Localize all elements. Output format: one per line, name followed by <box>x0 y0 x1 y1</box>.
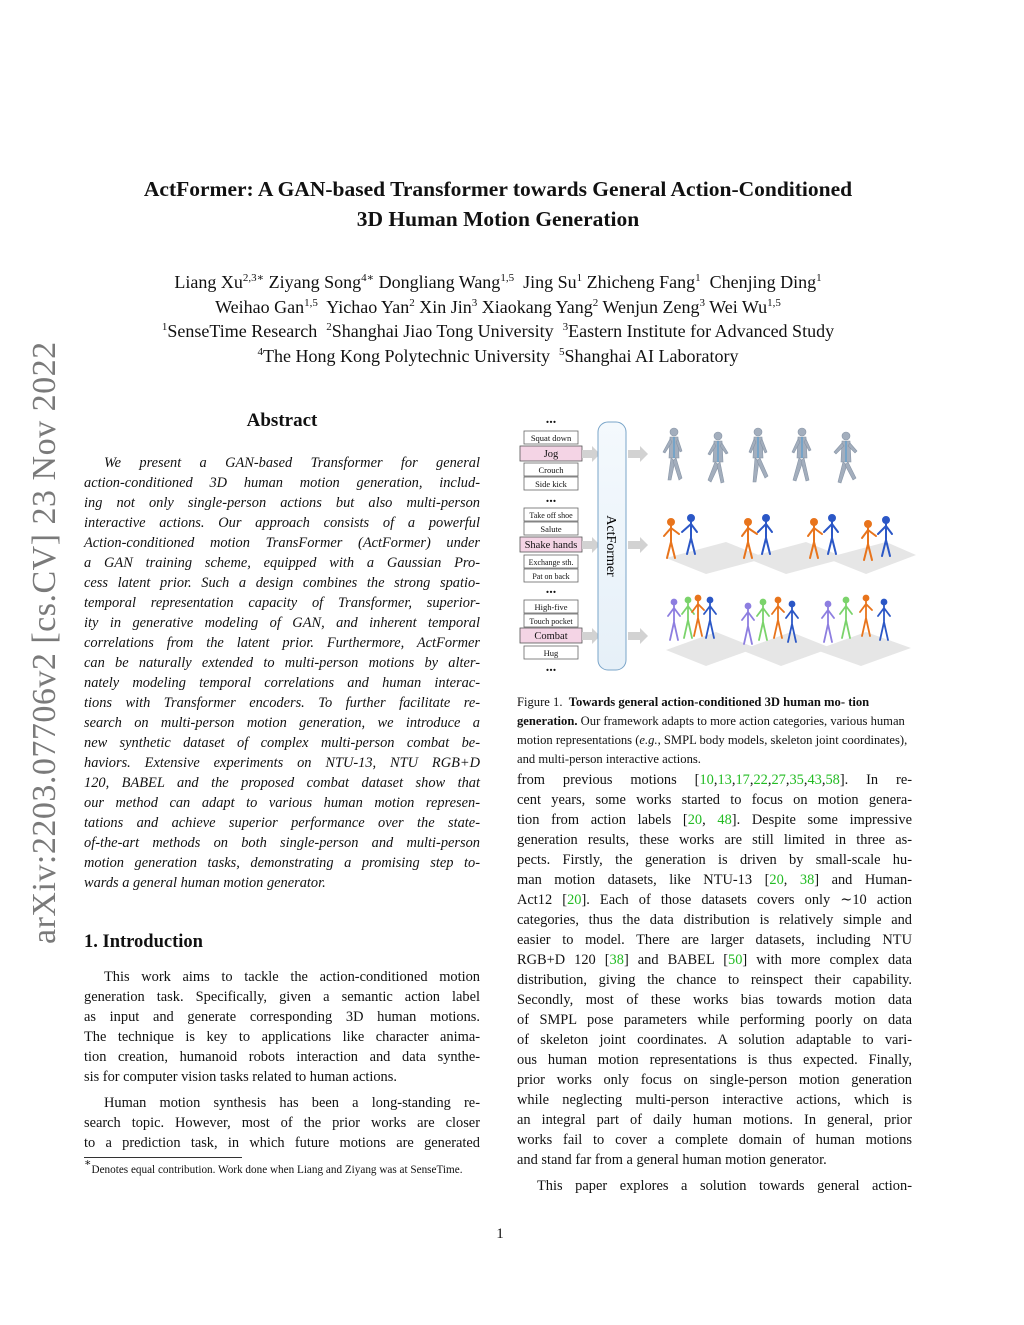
human-figure <box>663 428 682 480</box>
body-line: tion from action labels [20, 48]. Despite some impressive <box>517 812 912 828</box>
action-label: Hug <box>543 648 559 658</box>
combat-motion-sequence <box>666 596 911 667</box>
author-sup: 2 <box>409 296 415 309</box>
body-line: of skeleton joint coordinates. A solution adaptable to vari- <box>517 1032 912 1048</box>
text-run: ] and BABEL [ <box>623 952 729 968</box>
action-label: Jog <box>543 449 559 460</box>
author-sup: 4∗ <box>361 272 375 284</box>
affiliation-sup: 2 <box>326 321 332 333</box>
body-line: Secondly, most of these works bias towards motion data <box>517 992 912 1008</box>
citation-group: 10,13,17,22,27,35,43,58 <box>699 772 840 788</box>
text-run: Act12 [ <box>517 892 568 908</box>
abstract-line: We present a GAN-based Transformer for general <box>104 455 480 471</box>
text-run: from previous motions [ <box>517 772 700 788</box>
abstract-line: of-the-art methods on both single-person and multi-person <box>84 835 480 851</box>
text-run: ]. Each of those datasets covers only ∼10 action <box>581 892 912 908</box>
floor-tile <box>666 632 756 666</box>
author-line-2 <box>60 295 936 320</box>
skeleton-blue <box>878 600 890 641</box>
abstract-line: motion generation tasks, demonstrating a promising step to- <box>84 855 480 871</box>
caption-prefix: Figure 1. <box>517 695 563 709</box>
skeleton-orange <box>692 596 704 637</box>
body-line: while neglecting multi-person interactive actions, which is <box>517 1092 912 1108</box>
body-line: prior works only focus on single-person motion generation <box>517 1072 912 1088</box>
affiliation-line-2 <box>60 344 936 369</box>
title-line-2: 3D Human Motion Generation <box>356 207 640 231</box>
citation-link[interactable]: 20 <box>567 892 582 908</box>
skeleton-blue <box>704 598 716 639</box>
body-line: works fail to cover a complete domain of human motions <box>517 1132 912 1148</box>
abstract-line: our method can adapt to various human motion represen- <box>84 795 480 811</box>
abstract-body <box>84 453 480 893</box>
citation-link[interactable]: 20 <box>687 812 703 828</box>
citation-link[interactable]: 38 <box>609 952 624 968</box>
body-line <box>517 890 912 910</box>
figure-1 <box>516 410 916 678</box>
author-sup: 1,5 <box>304 296 318 309</box>
action-label: High-five <box>534 602 568 612</box>
affiliation-sup: 3 <box>562 321 569 333</box>
text-run: RGB+D 120 [ <box>517 952 610 968</box>
abstract-line: haviors. Extensive experiments on NTU-13, NTU RGB+D <box>84 755 480 771</box>
author-sup: 2,3∗ <box>242 272 265 284</box>
actformer-label: ActFormer <box>603 515 618 577</box>
body-line: distribution, giving the chance to reinspect their capability. <box>517 972 912 988</box>
human-figure <box>749 428 768 482</box>
caption-eg: e.g. <box>639 733 658 747</box>
author-name: Jing Su <box>523 272 577 292</box>
action-label: Exchange sth. <box>528 558 574 567</box>
citation-link[interactable]: 10 <box>699 772 714 788</box>
affiliation-name: Shanghai AI Laboratory <box>564 345 739 366</box>
author-sup: 1 <box>695 272 701 284</box>
abstract-line: nately modeling temporal correlations and human interac- <box>84 675 480 691</box>
abstract-line: tations and achieve superior performance over the state- <box>84 815 480 831</box>
skeleton-orange <box>860 596 872 637</box>
author-name: Wei Wu <box>709 296 768 317</box>
floor-tile <box>741 632 831 666</box>
abstract-line: search on multi-person motion generation, we introduce a <box>84 715 480 731</box>
intro-line: The technique is key to applications like character anima- <box>84 1029 480 1045</box>
author-name: Wenjun Zeng <box>602 296 700 317</box>
section-heading-introduction: 1. Introduction <box>84 932 203 952</box>
body-line: an integral part of daily human motions. In general, prior <box>517 1112 912 1128</box>
body-line: man motion datasets, like NTU-13 [20, 38] and Human- <box>517 872 913 888</box>
abstract-line: wards a general human motion generator. <box>84 875 326 891</box>
citation-link[interactable]: 22 <box>753 772 768 788</box>
intro-line: search topic. However, most of the prior works are closer <box>84 1115 480 1131</box>
figure-caption <box>517 693 912 769</box>
jog-motion-sequence <box>663 428 857 483</box>
author-name: Xiaokang Yang <box>481 296 593 317</box>
abstract-line: ing not only single-person actions but also multi-person <box>84 495 480 511</box>
skeleton-green <box>757 600 769 641</box>
skeleton-purple <box>742 604 754 645</box>
body-line <box>517 770 912 790</box>
body-line: easier to model. There are larger datasets, including NTU <box>517 932 912 948</box>
affiliation-name: The Hong Kong Polytechnic University <box>263 345 550 366</box>
body-line: cent years, some works started to focus on motion genera- <box>517 792 912 808</box>
action-label: Squat down <box>530 433 572 443</box>
abstract-line: action-conditioned 3D human motion generation, includ- <box>84 475 480 491</box>
affiliation-sup: 1 <box>161 321 168 333</box>
text-run: ] and Human- <box>814 872 913 888</box>
author-name: Chenjing Ding <box>709 272 817 292</box>
author-name: Xin Jin <box>419 296 472 317</box>
human-figure <box>708 432 728 483</box>
author-block <box>60 270 936 368</box>
citation-link[interactable]: 13 <box>717 772 732 788</box>
author-sup: 1 <box>576 272 583 284</box>
author-name: Ziyang Song <box>268 272 362 292</box>
page-number: 1 <box>496 1226 504 1242</box>
abstract-heading: Abstract <box>246 410 318 431</box>
footnote-mark: ∗ <box>84 1157 92 1169</box>
citation-link[interactable]: 27 <box>771 772 786 788</box>
author-sup: 1,5 <box>500 272 515 284</box>
intro-line: sis for computer vision tasks related to human actions. <box>84 1069 397 1085</box>
body-line: pects. Firstly, the generation is driven by small-scale hu- <box>517 852 912 868</box>
citation-link[interactable]: 50 <box>728 952 743 968</box>
author-name: Dongliang Wang <box>378 272 501 292</box>
action-label: Touch pocket <box>529 617 573 626</box>
action-label: Take off shoe <box>529 511 573 520</box>
human-figure <box>792 428 811 481</box>
abstract-line: 120, BABEL and the proposed combat dataset show that <box>84 775 480 791</box>
human-figure <box>834 432 857 483</box>
abstract-line: Action-conditioned motion TransFormer (ActFormer) under <box>84 535 480 551</box>
affiliation-line-1 <box>60 319 936 344</box>
body-line: categories, thus the data distribution is relatively simple and <box>517 912 912 928</box>
title-line-1: ActFormer: A GAN-based Transformer towards General Action-Conditioned <box>143 177 853 201</box>
arxiv-stamp: arXiv:2203.07706v2 [cs.CV] 23 Nov 2022 <box>26 341 63 944</box>
body-line: and stand far from a general human motion generator. <box>517 1152 827 1168</box>
skeleton-purple <box>668 600 680 641</box>
abstract-line: tions with Transformer encoders. To further facilitate re- <box>84 695 480 711</box>
caption-text: Our framework adapts to more action categories, various human motion representations ( <box>517 714 905 747</box>
text-run: tion from action labels [ <box>517 812 688 828</box>
affiliation-name: Shanghai Jiao Tong University <box>331 321 554 341</box>
author-name: Zhicheng Fang <box>586 272 696 292</box>
skeleton-green <box>840 598 852 639</box>
right-column-body <box>517 770 912 1196</box>
affiliation-sup: 4 <box>257 345 264 358</box>
footnote-rule <box>84 1157 242 1158</box>
skeleton-orange <box>772 598 784 639</box>
author-sup: 3 <box>471 296 478 309</box>
abstract-line: temporal representation capacity of Transformer, superior- <box>84 595 480 611</box>
affiliation-sup: 5 <box>559 345 565 358</box>
skeleton-purple <box>822 602 834 643</box>
text-run: ]. In re- <box>839 772 912 788</box>
author-sup: 2 <box>592 296 599 309</box>
affiliation-name: Eastern Institute for Advanced Study <box>568 321 835 341</box>
action-label: Crouch <box>538 465 564 475</box>
affiliation-name: SenseTime Research <box>167 321 318 341</box>
abstract-line: new synthetic dataset of complex multi-person combat be- <box>84 735 480 751</box>
intro-line: as input and generate corresponding 3D human motions. <box>84 1009 480 1025</box>
ellipsis: ... <box>545 491 557 506</box>
author-line-1 <box>60 270 936 295</box>
citation-link[interactable]: 35 <box>789 772 804 788</box>
author-name: Yichao Yan <box>326 296 410 317</box>
action-label: Shake hands <box>524 540 578 551</box>
skeleton-green <box>682 598 694 639</box>
text-run: man motion datasets, like NTU-13 [ <box>517 872 770 888</box>
abstract-line: interactive actions. Our approach consists of a powerful <box>84 515 480 531</box>
ellipsis: ... <box>545 660 557 675</box>
body-line <box>517 950 912 970</box>
output-arrows <box>628 446 648 644</box>
body-line: generation results, these works are still limited in three as- <box>517 832 912 848</box>
intro-line: generation task. Specifically, given a semantic action label <box>84 989 480 1005</box>
action-label: Pat on back <box>532 572 570 581</box>
footnote-text: Denotes equal contribution. Work done when Liang and Ziyang was at SenseTime. <box>91 1164 463 1176</box>
body-line: This paper explores a solution towards general action- <box>537 1178 912 1194</box>
intro-line: to a prediction task, in which future motions are generated <box>84 1135 480 1151</box>
caption-text: , SMPL body models, skeleton joint coordinates), and multi-person interactive actions. <box>517 733 908 766</box>
author-sup: 3 <box>699 296 705 309</box>
abstract-line: correlations from the latent prior. Furthermore, ActFormer <box>84 635 480 651</box>
author-name: Liang Xu <box>174 272 243 292</box>
author-sup: 1 <box>816 272 822 284</box>
ellipsis: ... <box>545 582 557 597</box>
author-sup: 1,5 <box>767 296 781 309</box>
abstract-line: cess latent prior. Such a design combines the strong spatio- <box>84 575 480 591</box>
citation-link[interactable]: 43 <box>807 772 822 788</box>
intro-line: Human motion synthesis has been a long-standing re- <box>104 1095 480 1111</box>
input-arrows <box>582 446 600 644</box>
author-name: Weihao Gan <box>215 296 305 317</box>
citation-link[interactable]: 17 <box>735 772 750 788</box>
footnote <box>84 1157 480 1178</box>
caption-title: Towards general action-conditioned 3D human mo- tion generation. <box>517 695 870 728</box>
ellipsis: ... <box>545 412 557 427</box>
abstract-line: can be naturally extended to multi-person motions by alter- <box>84 655 480 671</box>
paper-title <box>60 174 936 234</box>
action-label: Side kick <box>535 479 567 489</box>
action-label: Salute <box>540 524 562 534</box>
citation-link[interactable]: 20 <box>769 872 784 888</box>
intro-line: tion creation, humanoid robots interaction and data synthe- <box>84 1049 480 1065</box>
body-line: of SMPL pose parameters while performing poorly on data <box>517 1012 912 1028</box>
citation-link[interactable]: 38 <box>799 872 815 888</box>
text-run: ]. Despite some impressive <box>731 812 912 828</box>
intro-line: This work aims to tackle the action-conditioned motion <box>104 969 480 985</box>
action-label: Combat <box>534 631 568 642</box>
abstract-line: a GAN training scheme, equipped with a Gaussian Pro- <box>84 555 480 571</box>
citation-link[interactable]: 48 <box>717 812 732 828</box>
abstract-line: ity in generative modeling of GAN, and inherent temporal <box>84 615 480 631</box>
body-line: ous human motion representations is thus expected. Finally, <box>517 1052 912 1068</box>
citation-link[interactable]: 58 <box>825 772 840 788</box>
text-run: ] with more complex data <box>742 952 913 968</box>
shake-hands-motion-sequence <box>664 515 916 574</box>
introduction-body <box>84 967 480 1153</box>
